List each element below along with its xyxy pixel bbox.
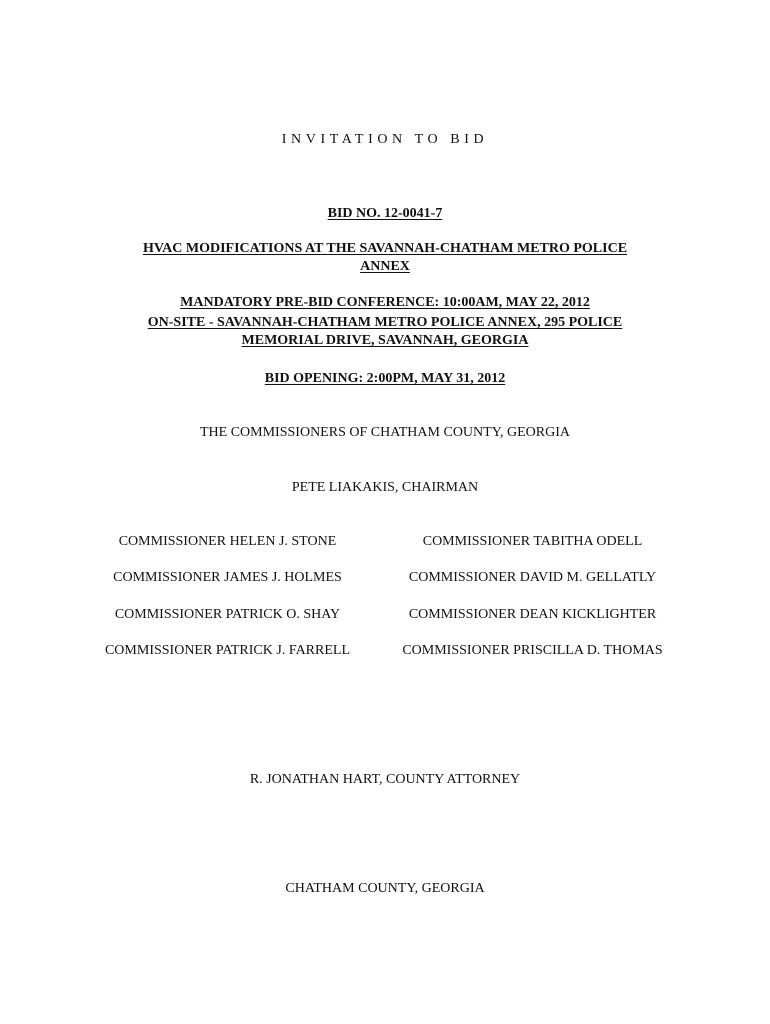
conference-line-3: MEMORIAL DRIVE, SAVANNAH, GEORGIA: [241, 333, 529, 348]
county-name: CHATHAM COUNTY, GEORGIA: [285, 881, 485, 896]
conference-line-2: ON-SITE - SAVANNAH-CHATHAM METRO POLICE ANNEX, 295 POLICE: [147, 315, 623, 330]
commissioner-left-2: COMMISSIONER JAMES J. HOLMES: [113, 570, 342, 585]
commissioner-right-2: COMMISSIONER DAVID M. GELLATLY: [408, 570, 657, 585]
commissioner-left-4: COMMISSIONER PATRICK J. FARRELL: [104, 643, 351, 658]
bid-opening: BID OPENING: 2:00PM, MAY 31, 2012: [264, 371, 506, 386]
document-heading: INVITATION TO BID: [281, 132, 489, 147]
commissioner-left-1: COMMISSIONER HELEN J. STONE: [118, 534, 337, 549]
bid-number: BID NO. 12-0041-7: [327, 206, 443, 221]
conference-line-1: MANDATORY PRE-BID CONFERENCE: 10:00AM, MAY 22, 2012: [180, 295, 590, 310]
commissioners-heading: THE COMMISSIONERS OF CHATHAM COUNTY, GEORGIA: [200, 425, 570, 440]
commissioner-left-3: COMMISSIONER PATRICK O. SHAY: [114, 607, 341, 622]
commissioner-right-4: COMMISSIONER PRISCILLA D. THOMAS: [402, 643, 663, 658]
county-attorney: R. JONATHAN HART, COUNTY ATTORNEY: [249, 772, 521, 787]
project-title-line-1: HVAC MODIFICATIONS AT THE SAVANNAH-CHATHAM METRO POLICE: [142, 241, 628, 256]
commissioner-right-1: COMMISSIONER TABITHA ODELL: [422, 534, 643, 549]
project-title-line-2: ANNEX: [360, 259, 410, 274]
commissioner-right-3: COMMISSIONER DEAN KICKLIGHTER: [408, 607, 657, 622]
chairman: PETE LIAKAKIS, CHAIRMAN: [291, 480, 479, 495]
